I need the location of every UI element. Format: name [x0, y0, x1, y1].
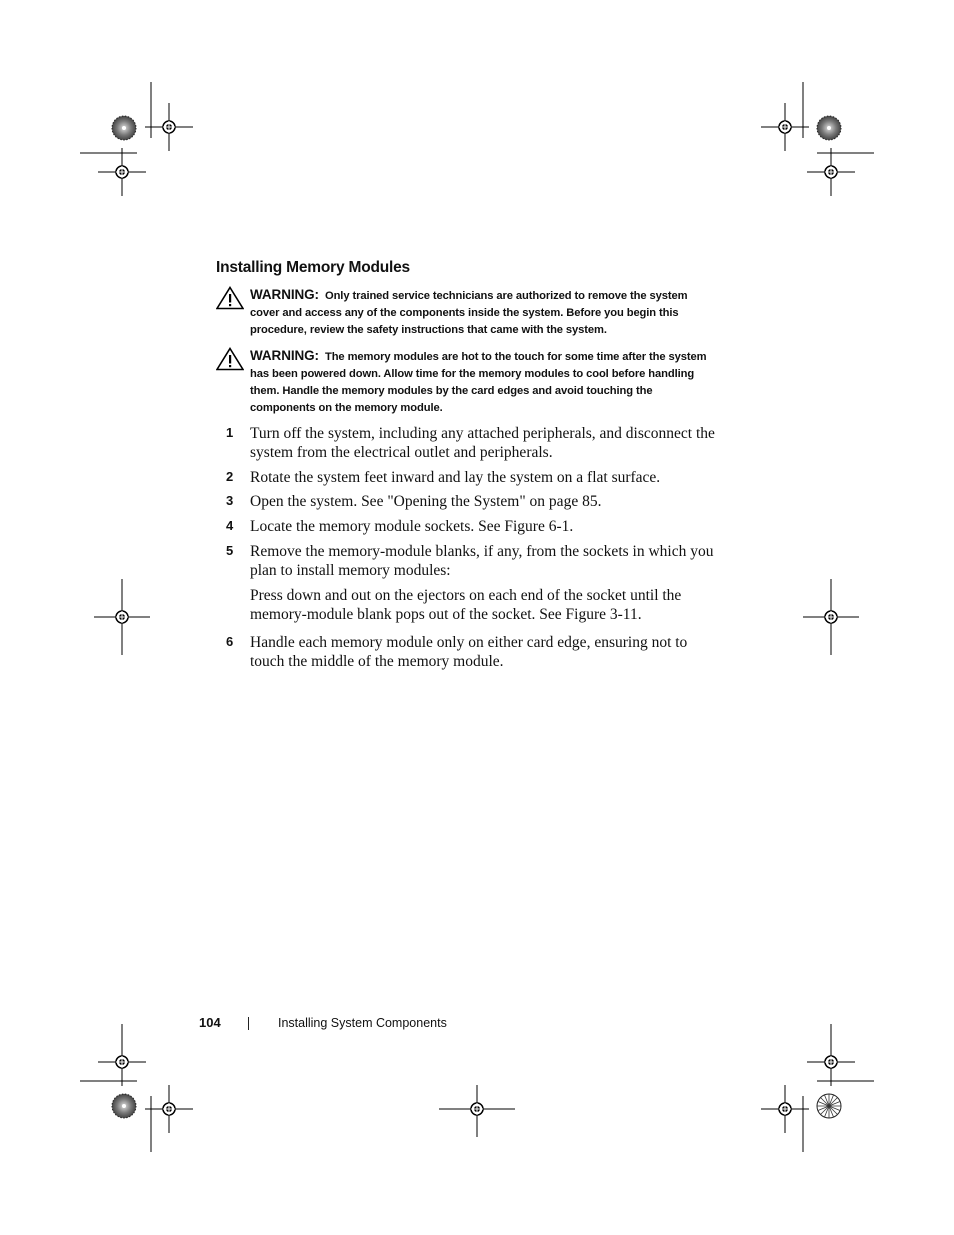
- registration-crosshair-icon: [807, 1024, 855, 1086]
- warning-triangle-icon: [216, 347, 244, 371]
- list-item: [226, 517, 716, 536]
- step-number: 5: [226, 543, 234, 558]
- footer-chapter-title: Installing System Components: [278, 1016, 447, 1030]
- warning-label: WARNING:: [250, 348, 319, 363]
- step-text: Turn off the system, including any attached peripherals, and disconnect the system from the electrical outlet and peripherals.: [250, 425, 715, 461]
- warning-triangle-icon: [216, 286, 244, 310]
- color-target-icon: [817, 116, 841, 140]
- section-title: Installing Memory Modules: [216, 259, 410, 276]
- list-item: [226, 468, 716, 487]
- registration-crosshair-icon: [94, 579, 150, 655]
- step-text: Locate the memory module sockets. See Figure 6-1.: [250, 518, 574, 535]
- registration-crosshair-icon: [98, 1024, 146, 1086]
- color-target-icon: [817, 1094, 841, 1118]
- list-item: [226, 633, 716, 671]
- registration-crosshair-icon: [761, 1085, 809, 1133]
- list-item: [226, 424, 716, 462]
- step-text: Remove the memory-module blanks, if any, from the sockets in which you plan to install memory modules:: [250, 543, 714, 579]
- color-target-icon: [112, 116, 136, 140]
- warning-label: WARNING:: [250, 287, 319, 302]
- list-item: [226, 492, 716, 511]
- list-item: [226, 542, 716, 624]
- registration-crosshair-icon: [98, 148, 146, 196]
- page-number: 104: [199, 1015, 221, 1030]
- color-target-icon: [112, 1094, 136, 1118]
- registration-crosshair-icon: [803, 579, 859, 655]
- registration-crosshair-icon: [807, 148, 855, 196]
- step-text: Handle each memory module only on either card edge, ensuring not to touch the middle of the memory module.: [250, 634, 688, 670]
- step-text: Open the system. See "Opening the System" on page 85.: [250, 493, 602, 510]
- step-number: 4: [226, 518, 234, 533]
- step-number: 2: [226, 469, 234, 484]
- registration-crosshair-icon: [145, 103, 193, 151]
- step-number: 3: [226, 493, 234, 508]
- step-number: 6: [226, 634, 234, 649]
- step-number: 1: [226, 425, 234, 440]
- warning-notice: [216, 347, 716, 417]
- step-text: Rotate the system feet inward and lay the system on a flat surface.: [250, 469, 661, 486]
- warning-text: Only trained service technicians are authorized to remove the system cover and access any of the components inside the system. Before you begin this procedure, review the safety instructions that came with the system.: [250, 290, 688, 336]
- registration-crosshair-icon: [145, 1085, 193, 1133]
- registration-crosshair-icon: [439, 1085, 515, 1137]
- warning-notice: [216, 286, 716, 339]
- step-subtext: Press down and out on the ejectors on each end of the socket until the memory-module blank pops out of the socket. See Figure 3-11.: [250, 587, 682, 623]
- warning-text: The memory modules are hot to the touch for some time after the system has been powered down. Allow time for the memory modules to cool before handling them. Handle the memory modules by the card edges and avoid touching the components on the memory module.: [250, 351, 707, 414]
- footer-divider: [248, 1017, 249, 1030]
- registration-crosshair-icon: [761, 103, 809, 151]
